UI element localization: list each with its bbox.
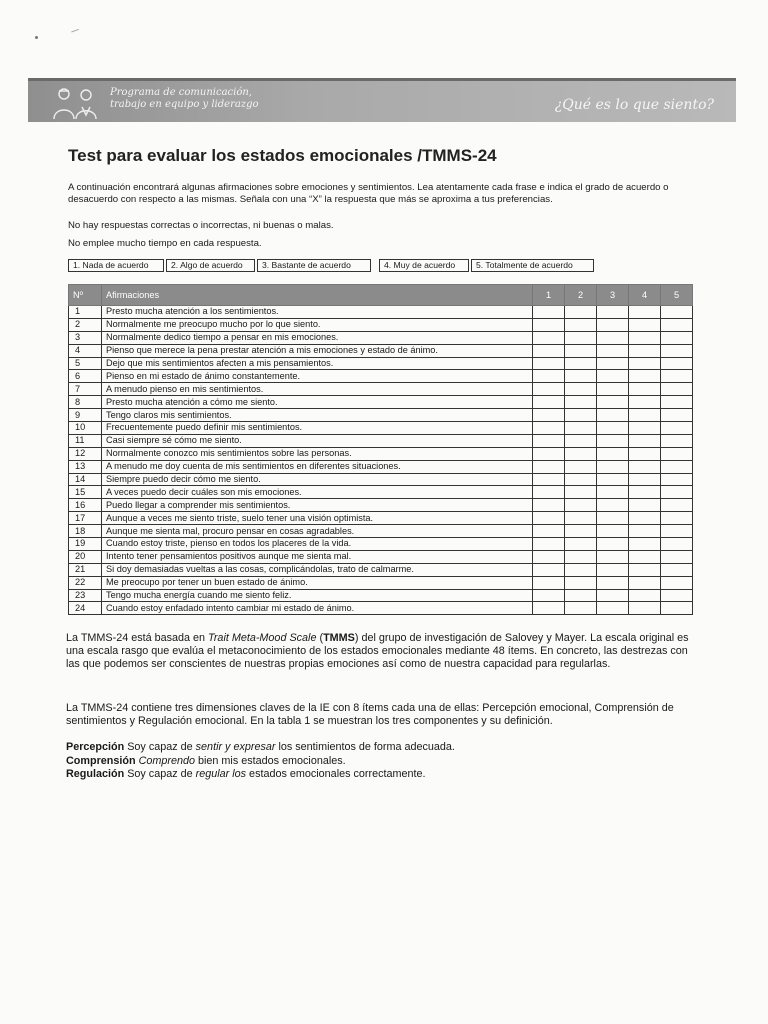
answer-box-1[interactable] [533, 306, 565, 319]
answer-box-5[interactable] [661, 576, 693, 589]
table-row [69, 525, 693, 538]
answer-box-4[interactable] [629, 344, 661, 357]
row-number: 16 [69, 499, 102, 512]
row-statement: Normalmente me preocupo mucho por lo que siento. [102, 318, 533, 331]
answer-box-3[interactable] [597, 486, 629, 499]
row-number: 8 [69, 396, 102, 409]
answer-box-3[interactable] [597, 576, 629, 589]
row-number: 11 [69, 434, 102, 447]
answer-box-3[interactable] [597, 434, 629, 447]
answer-box-4[interactable] [629, 306, 661, 319]
answer-box-1[interactable] [533, 357, 565, 370]
answer-box-2[interactable] [565, 383, 597, 396]
answer-box-2[interactable] [565, 422, 597, 435]
answer-box-1[interactable] [533, 447, 565, 460]
row-statement: Siempre puedo decir cómo me siento. [102, 473, 533, 486]
scale-option-1: 1. Nada de acuerdo [68, 259, 164, 272]
row-statement: Presto mucha atención a los sentimientos. [102, 306, 533, 319]
answer-box-3[interactable] [597, 447, 629, 460]
answer-box-5[interactable] [661, 460, 693, 473]
answer-box-1[interactable] [533, 434, 565, 447]
answer-box-2[interactable] [565, 576, 597, 589]
answer-box-5[interactable] [661, 422, 693, 435]
answer-box-5[interactable] [661, 525, 693, 538]
table-row [69, 357, 693, 370]
answer-box-3[interactable] [597, 422, 629, 435]
answer-box-5[interactable] [661, 550, 693, 563]
row-number: 21 [69, 563, 102, 576]
answer-box-5[interactable] [661, 486, 693, 499]
answer-box-4[interactable] [629, 486, 661, 499]
answer-box-3[interactable] [597, 396, 629, 409]
answer-box-4[interactable] [629, 512, 661, 525]
answer-box-1[interactable] [533, 550, 565, 563]
row-statement: Aunque me sienta mal, procuro pensar en cosas agradables. [102, 525, 533, 538]
table-row [69, 486, 693, 499]
row-statement: Presto mucha atención a cómo me siento. [102, 396, 533, 409]
scan-mark [71, 29, 81, 37]
answer-box-5[interactable] [661, 370, 693, 383]
row-number: 4 [69, 344, 102, 357]
row-statement: Dejo que mis sentimientos afecten a mis pensamientos. [102, 357, 533, 370]
note-time: No emplee mucho tiempo en cada respuesta. [68, 238, 262, 249]
row-number: 19 [69, 538, 102, 551]
answer-box-3[interactable] [597, 525, 629, 538]
answer-box-5[interactable] [661, 306, 693, 319]
note-no-right-answers: No hay respuestas correctas o incorrectas, ni buenas o malas. [68, 220, 334, 231]
answer-box-5[interactable] [661, 512, 693, 525]
answer-box-5[interactable] [661, 396, 693, 409]
answer-box-1[interactable] [533, 486, 565, 499]
answer-box-2[interactable] [565, 602, 597, 615]
answer-box-1[interactable] [533, 344, 565, 357]
response-scale [68, 259, 596, 272]
answer-box-1[interactable] [533, 460, 565, 473]
table-row [69, 550, 693, 563]
answer-box-2[interactable] [565, 370, 597, 383]
answer-box-2[interactable] [565, 331, 597, 344]
row-number: 15 [69, 486, 102, 499]
answer-box-2[interactable] [565, 589, 597, 602]
col-number-header: Nº [69, 285, 102, 306]
table-row [69, 306, 693, 319]
answer-box-4[interactable] [629, 447, 661, 460]
answer-box-3[interactable] [597, 383, 629, 396]
table-row [69, 563, 693, 576]
table-row [69, 344, 693, 357]
answer-box-4[interactable] [629, 499, 661, 512]
row-statement: Cuando estoy triste, pienso en todos los placeres de la vida. [102, 538, 533, 551]
answer-box-4[interactable] [629, 563, 661, 576]
col-statement-header: Afirmaciones [102, 285, 533, 306]
answer-box-2[interactable] [565, 434, 597, 447]
intro-text: A continuación encontrará algunas afirmaciones sobre emociones y sentimientos. Lea atentamente cada frase e indica el grado de acuerdo o desacuerdo con respecto a las mismas. Señala con una “X” la respuesta que más se aproxima a tus preferencias. [68, 182, 669, 205]
answer-box-1[interactable] [533, 396, 565, 409]
answer-box-5[interactable] [661, 383, 693, 396]
answer-box-4[interactable] [629, 589, 661, 602]
answer-box-5[interactable] [661, 357, 693, 370]
tmms-description: La TMMS-24 está basada en Trait Meta-Mood Scale (TMMS) del grupo de investigación de Salovey y Mayer. La escala original es una escala rasgo que evalúa el metaconocimiento de los estados emocionales mediante 48 ítems. En concreto, las destrezas con las que podemos ser conscientes de nuestras propias emociones así como de nuestra capacidad para regularlas. [66, 632, 689, 670]
answer-box-1[interactable] [533, 538, 565, 551]
col-score-3-header: 3 [597, 285, 629, 306]
answer-box-3[interactable] [597, 460, 629, 473]
answer-box-4[interactable] [629, 422, 661, 435]
table-row [69, 589, 693, 602]
row-statement: Pienso en mi estado de ánimo constantemente. [102, 370, 533, 383]
dimensions-description: La TMMS-24 contiene tres dimensiones claves de la IE con 8 ítems cada una de ellas: Percepción emocional, Comprensión de sentimientos y Regulación emocional. En la tabla 1 se muestran los tres componentes y su definición. [66, 702, 674, 727]
col-score-2-header: 2 [565, 285, 597, 306]
row-number: 23 [69, 589, 102, 602]
answer-box-3[interactable] [597, 318, 629, 331]
answer-box-2[interactable] [565, 409, 597, 422]
row-number: 7 [69, 383, 102, 396]
row-number: 22 [69, 576, 102, 589]
row-statement: Me preocupo por tener un buen estado de ánimo. [102, 576, 533, 589]
dimension-comprehension: Comprensión Comprendo bien mis estados emocionales. [66, 754, 346, 767]
answer-box-3[interactable] [597, 563, 629, 576]
answer-box-2[interactable] [565, 486, 597, 499]
row-number: 20 [69, 550, 102, 563]
answer-box-5[interactable] [661, 344, 693, 357]
statements-table [68, 284, 693, 615]
answer-box-4[interactable] [629, 383, 661, 396]
row-statement: A menudo pienso en mis sentimientos. [102, 383, 533, 396]
scale-option-2: 2. Algo de acuerdo [166, 259, 255, 272]
dimensions-list [66, 741, 455, 782]
answer-box-5[interactable] [661, 563, 693, 576]
answer-box-1[interactable] [533, 602, 565, 615]
table-row [69, 409, 693, 422]
answer-box-3[interactable] [597, 370, 629, 383]
row-statement: A menudo me doy cuenta de mis sentimientos en diferentes situaciones. [102, 460, 533, 473]
answer-box-4[interactable] [629, 538, 661, 551]
row-number: 12 [69, 447, 102, 460]
answer-box-1[interactable] [533, 576, 565, 589]
answer-box-4[interactable] [629, 473, 661, 486]
answer-box-4[interactable] [629, 434, 661, 447]
answer-box-1[interactable] [533, 499, 565, 512]
row-statement: Casi siempre sé cómo me siento. [102, 434, 533, 447]
answer-box-1[interactable] [533, 409, 565, 422]
answer-box-1[interactable] [533, 370, 565, 383]
answer-box-3[interactable] [597, 331, 629, 344]
answer-box-2[interactable] [565, 318, 597, 331]
table-header-row [69, 285, 693, 306]
answer-box-4[interactable] [629, 602, 661, 615]
answer-box-3[interactable] [597, 602, 629, 615]
row-number: 6 [69, 370, 102, 383]
answer-box-2[interactable] [565, 473, 597, 486]
row-statement: Normalmente dedico tiempo a pensar en mis emociones. [102, 331, 533, 344]
answer-box-5[interactable] [661, 602, 693, 615]
banner-slogan: ¿Qué es lo que siento? [554, 97, 714, 113]
answer-box-1[interactable] [533, 563, 565, 576]
dimension-regulation: Regulación Soy capaz de regular los estados emocionales correctamente. [66, 768, 426, 780]
answer-box-1[interactable] [533, 512, 565, 525]
answer-box-4[interactable] [629, 409, 661, 422]
scale-option-3: 3. Bastante de acuerdo [257, 259, 371, 272]
row-number: 17 [69, 512, 102, 525]
scan-speck [35, 36, 38, 39]
answer-box-2[interactable] [565, 357, 597, 370]
answer-box-2[interactable] [565, 512, 597, 525]
row-number: 5 [69, 357, 102, 370]
answer-box-3[interactable] [597, 512, 629, 525]
table-row [69, 396, 693, 409]
answer-box-2[interactable] [565, 538, 597, 551]
answer-box-4[interactable] [629, 357, 661, 370]
answer-box-2[interactable] [565, 550, 597, 563]
col-score-5-header: 5 [661, 285, 693, 306]
people-logo-icon [48, 85, 104, 121]
answer-box-3[interactable] [597, 538, 629, 551]
scale-option-4: 4. Muy de acuerdo [379, 259, 469, 272]
row-number: 18 [69, 525, 102, 538]
row-statement: Puedo llegar a comprender mis sentimientos. [102, 499, 533, 512]
answer-box-2[interactable] [565, 447, 597, 460]
answer-box-3[interactable] [597, 589, 629, 602]
scale-option-5: 5. Totalmente de acuerdo [471, 259, 594, 272]
answer-box-2[interactable] [565, 460, 597, 473]
answer-box-3[interactable] [597, 550, 629, 563]
answer-box-4[interactable] [629, 460, 661, 473]
answer-box-5[interactable] [661, 447, 693, 460]
table-row [69, 383, 693, 396]
row-statement: Normalmente conozco mis sentimientos sobre las personas. [102, 447, 533, 460]
answer-box-4[interactable] [629, 550, 661, 563]
row-statement: Si doy demasiadas vueltas a las cosas, complicándolas, trato de calmarme. [102, 563, 533, 576]
answer-box-1[interactable] [533, 589, 565, 602]
row-number: 9 [69, 409, 102, 422]
answer-box-4[interactable] [629, 370, 661, 383]
table-row [69, 331, 693, 344]
table-row [69, 422, 693, 435]
row-number: 13 [69, 460, 102, 473]
header-banner [28, 78, 736, 122]
answer-box-1[interactable] [533, 331, 565, 344]
answer-box-2[interactable] [565, 344, 597, 357]
col-score-4-header: 4 [629, 285, 661, 306]
table-row [69, 538, 693, 551]
table-row [69, 447, 693, 460]
answer-box-1[interactable] [533, 525, 565, 538]
answer-box-2[interactable] [565, 525, 597, 538]
col-score-1-header: 1 [533, 285, 565, 306]
answer-box-3[interactable] [597, 306, 629, 319]
answer-box-5[interactable] [661, 331, 693, 344]
answer-box-5[interactable] [661, 589, 693, 602]
answer-box-2[interactable] [565, 396, 597, 409]
table-row [69, 370, 693, 383]
answer-box-3[interactable] [597, 409, 629, 422]
program-name: Programa de comunicación, trabajo en equipo y liderazgo [110, 87, 259, 110]
answer-box-4[interactable] [629, 525, 661, 538]
answer-box-5[interactable] [661, 434, 693, 447]
table-row [69, 473, 693, 486]
answer-box-5[interactable] [661, 499, 693, 512]
answer-box-3[interactable] [597, 473, 629, 486]
answer-box-2[interactable] [565, 306, 597, 319]
answer-box-4[interactable] [629, 331, 661, 344]
answer-box-1[interactable] [533, 422, 565, 435]
answer-box-1[interactable] [533, 473, 565, 486]
answer-box-3[interactable] [597, 499, 629, 512]
table-row [69, 512, 693, 525]
row-statement: Aunque a veces me siento triste, suelo tener una visión optimista. [102, 512, 533, 525]
row-statement: Intento tener pensamientos positivos aunque me sienta mal. [102, 550, 533, 563]
answer-box-2[interactable] [565, 563, 597, 576]
dimension-perception: Percepción Soy capaz de sentir y expresar los sentimientos de forma adecuada. [66, 741, 455, 753]
row-statement: A veces puedo decir cuáles son mis emociones. [102, 486, 533, 499]
table-row [69, 499, 693, 512]
table-row [69, 460, 693, 473]
answer-box-4[interactable] [629, 576, 661, 589]
row-number: 24 [69, 602, 102, 615]
answer-box-3[interactable] [597, 344, 629, 357]
row-statement: Tengo mucha energía cuando me siento feliz. [102, 589, 533, 602]
answer-box-3[interactable] [597, 357, 629, 370]
answer-box-1[interactable] [533, 383, 565, 396]
row-number: 3 [69, 331, 102, 344]
row-number: 10 [69, 422, 102, 435]
table-row [69, 434, 693, 447]
table-row [69, 576, 693, 589]
answer-box-5[interactable] [661, 473, 693, 486]
answer-box-4[interactable] [629, 318, 661, 331]
row-statement: Cuando estoy enfadado intento cambiar mi estado de ánimo. [102, 602, 533, 615]
answer-box-4[interactable] [629, 396, 661, 409]
row-number: 14 [69, 473, 102, 486]
answer-box-5[interactable] [661, 538, 693, 551]
row-statement: Tengo claros mis sentimientos. [102, 409, 533, 422]
table-row [69, 318, 693, 331]
answer-box-2[interactable] [565, 499, 597, 512]
table-body [69, 306, 693, 615]
answer-box-5[interactable] [661, 318, 693, 331]
table-row [69, 602, 693, 615]
answer-box-1[interactable] [533, 318, 565, 331]
page-title: Test para evaluar los estados emocionales /TMMS-24 [68, 146, 497, 165]
row-number: 1 [69, 306, 102, 319]
row-statement: Frecuentemente puedo definir mis sentimientos. [102, 422, 533, 435]
row-statement: Pienso que merece la pena prestar atención a mis emociones y estado de ánimo. [102, 344, 533, 357]
row-number: 2 [69, 318, 102, 331]
answer-box-5[interactable] [661, 409, 693, 422]
